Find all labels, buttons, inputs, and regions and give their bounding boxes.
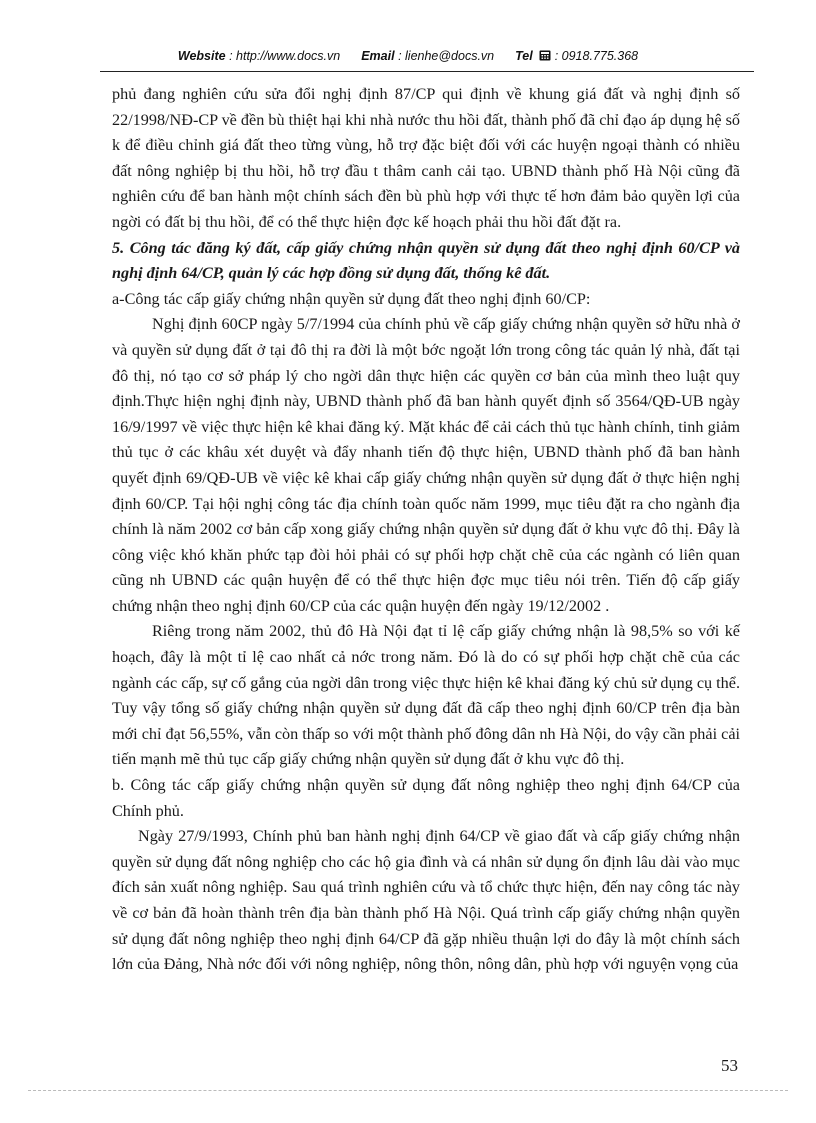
website-label: Website — [177, 49, 226, 63]
section-heading-5: 5. Công tác đăng ký đất, cấp giấy chứng nhận quyền sử dụng đất theo nghị định 60/CP và nghị định 64/CP, quản lý các hợp đồng sử dụng đất, thống kê đất. — [112, 238, 740, 283]
footer-divider — [28, 1090, 788, 1091]
paragraph-decree-60: Nghị định 60CP ngày 5/7/1994 của chính phủ về cấp giấy chứng nhận quyền sở hữu nhà ở và quyền sử dụng đất ở tại đô thị ra đời là một bớc ngoặt lớn trong công tác quản lý nhà, đất tại đô thị, nó tạo cơ sở pháp lý cho ngời dân thực hiện các quyền cơ bản của mình theo luật quy định.Thực hiện nghị định này, UBND thành phố đã ban hành quyết định số 3564/QĐ-UB ngày 16/9/1997 về việc thực hiện kê khai đăng ký. Mặt khác để cải cách thủ tục hành chính, tinh giảm thủ tục ở các khâu xét duyệt và đẩy nhanh tiến độ thực hiện, UBND thành phố đã ban hành quyết định 69/QĐ-UB về việc kê khai cấp giấy chứng nhận quyền sử dụng đất ở thực hiện nghị định 60/CP. Tại hội nghị công tác địa chính toàn quốc năm 1999, mục tiêu đặt ra cho ngành địa chính là năm 2002 cơ bản cấp xong giấy chứng nhận quyền sử dụng đất ở khu vực đô thị. Đây là công việc khó khăn phức tạp đòi hỏi phải có sự phối hợp chặt chẽ của các ngành có liên quan cũng nh UBND các quận huyện để có thể thực hiện đợc mục tiêu nói trên. Tiến độ cấp giấy chứng nhận theo nghị định 60/CP của các quận huyện đến ngày 19/12/2002 . — [112, 315, 740, 615]
website-value[interactable]: : http://www.docs.vn — [229, 49, 341, 63]
email-value[interactable]: : lienhe@docs.vn — [398, 49, 495, 63]
page-header — [0, 49, 816, 64]
phone-icon — [539, 50, 551, 64]
paragraph-compensation: phủ đang nghiên cứu sửa đổi nghị định 87/CP qui định về khung giá đất và nghị định số 22/1998/NĐ-CP về đền bù thiệt hại khi nhà nước thu hồi đất, thành phố đã chỉ đạo áp dụng hệ số k để điều chỉnh giá đất theo từng vùng, hỗ trợ đặc biệt đối với các huyện ngoại thành có nhiều đất nông nghiệp bị thu hồi, hỗ trợ đầu t thâm canh cải tạo. UBND thành phố Hà Nội cũng đã nghiên cứu để ban hành một chính sách đền bù phù hợp với thực tế hơn đảm bảo quyền lợi của ngời có đất bị thu hồi, để có thể thực hiện đợc kế hoạch phải thu hồi đất đặt ra. — [112, 85, 740, 231]
paragraph-decree-64: Ngày 27/9/1993, Chính phủ ban hành nghị định 64/CP về giao đất và cấp giấy chứng nhận quyền sử dụng đất nông nghiệp cho các hộ gia đình và cá nhân sử dụng ổn định lâu dài vào mục đích sản xuất nông nghiệp. Sau quá trình nghiên cứu và tổ chức thực hiện, đến nay công tác này về cơ bản đã hoàn thành trên địa bàn thành phố Hà Nội. Quá trình cấp giấy chứng nhận quyền sử dụng đất nông nghiệp theo nghị định 64/CP đã gặp nhiều thuận lợi do đây là một chính sách lớn của Đảng, Nhà nớc đối với nông nghiệp, nông thôn, nông dân, phù hợp với nguyện vọng của — [112, 827, 740, 974]
tel-label: Tel — [515, 49, 533, 63]
tel-value: : 0918.775.368 — [554, 49, 639, 63]
paragraph-2002-progress: Riêng trong năm 2002, thủ đô Hà Nội đạt tỉ lệ cấp giấy chứng nhận là 98,5% so với kế hoạch, đây là một tỉ lệ cao nhất cả nớc trong năm. Đó là do có sự phối hợp chặt chẽ của các ngành các cấp, sự cố gắng của ngời dân trong việc thực hiện kê khai đăng ký chủ sử dụng cụ thể. Tuy vậy tổng số giấy chứng nhận quyền sử dụng đất đã cấp theo nghị định 60/CP trên địa bàn mới chỉ đạt 56,55%, vẫn còn thấp so với một thành phố đông dân nh Hà Nội, do vậy cần phải cải tiến mạnh mẽ thủ tục cấp giấy chứng nhận quyền sử dụng đất ở khu vực đô thị. — [112, 622, 740, 769]
document-body — [112, 82, 740, 978]
email-label: Email — [361, 49, 395, 63]
page-number: 53 — [721, 1056, 738, 1075]
subsection-heading-a: a-Công tác cấp giấy chứng nhận quyền sử dụng đất theo nghị định 60/CP: — [112, 289, 591, 308]
subsection-heading-b: b. Công tác cấp giấy chứng nhận quyền sử dụng đất nông nghiệp theo nghị định 64/CP của Chính phủ. — [112, 776, 740, 820]
header-divider — [100, 71, 754, 72]
